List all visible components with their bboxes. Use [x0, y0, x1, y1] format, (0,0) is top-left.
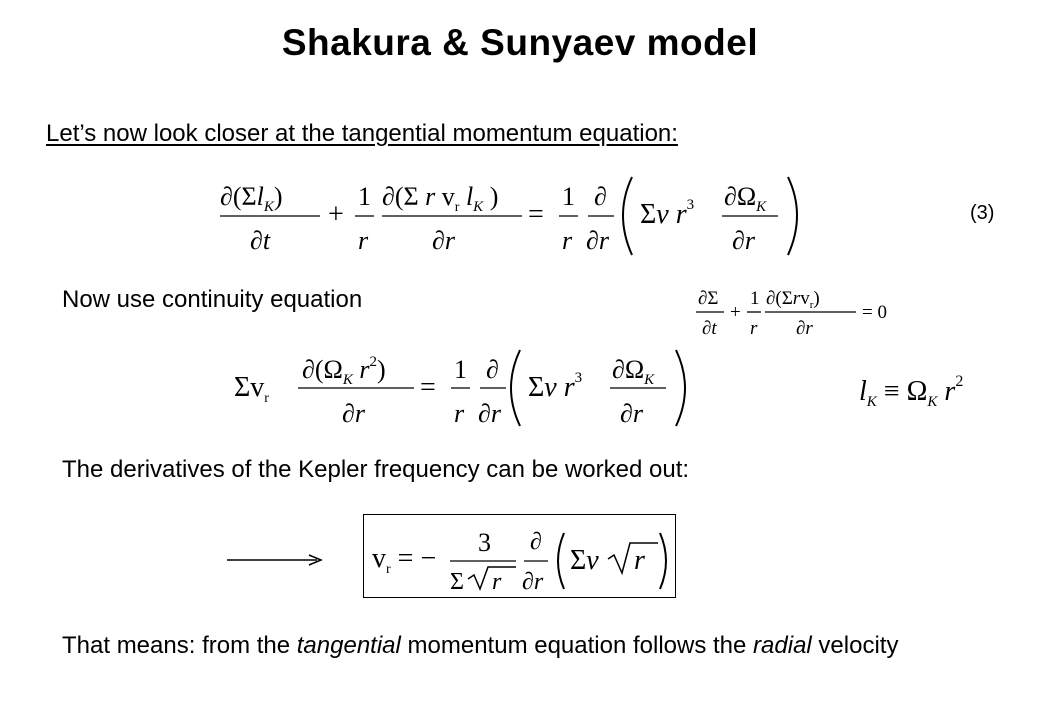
- svg-text:∂(ΣlK): $\partial(\Sigma l_K)$: [220, 182, 283, 215]
- svg-text:=: =: [528, 199, 544, 230]
- svg-text:∂(ΩK r2): $\partial(\Omega_K$ $r^2$): [302, 354, 386, 388]
- svg-text:∂r: ∂r: [342, 399, 365, 428]
- tangential-word: tangential: [296, 632, 401, 659]
- conclusion-text: [62, 628, 1002, 664]
- svg-text:+: +: [328, 199, 344, 230]
- svg-text:∂ΩK: $\partial\Omega_K$: [724, 182, 767, 215]
- svg-text:=: =: [420, 372, 436, 403]
- implies-arrow: [225, 550, 325, 570]
- svg-text:∂(Σ r vr lK ): ∂(Σ r $v_r$ $l_K$ ): [382, 182, 499, 215]
- svg-text:∂: ∂: [594, 182, 607, 211]
- continuity-label: Now use continuity equation: [62, 286, 363, 313]
- conclusion-part3: velocity: [811, 632, 899, 659]
- svg-text:∂r: ∂r: [586, 226, 609, 255]
- svg-text:∂Σ: ∂Σ: [698, 288, 719, 309]
- svg-text:∂r: ∂r: [432, 226, 455, 255]
- svg-text:∂(Σrvr): ∂(Σrv$_r$): [766, 288, 820, 311]
- slide-title: Shakura & Sunyaev model: [281, 22, 759, 63]
- svg-text:∂r: ∂r: [522, 569, 544, 595]
- radial-velocity-equation: [366, 517, 674, 595]
- svg-text:∂: ∂: [486, 355, 499, 384]
- momentum-equation-simplified: [230, 342, 700, 434]
- svg-text:Σ: Σ: [450, 569, 464, 595]
- svg-text:Σvr: $\Sigma v_r$: [234, 372, 269, 406]
- svg-text:∂ΩK: $\partial\Omega_K$: [612, 355, 655, 388]
- svg-text:∂r: ∂r: [478, 399, 501, 428]
- svg-text:∂r: ∂r: [796, 318, 813, 339]
- conclusion-part2: momentum equation follows the: [400, 632, 754, 659]
- svg-text:Σν: Σν: [570, 545, 599, 576]
- svg-text:= 0: = 0: [862, 302, 887, 323]
- svg-text:∂t: ∂t: [250, 226, 271, 255]
- svg-text:∂r: ∂r: [620, 399, 643, 428]
- conclusion-part1: That means: from the: [62, 632, 297, 659]
- radial-word: radial: [753, 632, 812, 659]
- intro-text: Let’s now look closer at the tangential momentum equation:: [46, 120, 678, 147]
- svg-text:1: 1: [358, 182, 371, 211]
- svg-text:1: 1: [562, 182, 575, 211]
- svg-text:3: 3: [478, 528, 491, 557]
- svg-text:r: r: [358, 226, 369, 255]
- equation-number: (3): [970, 202, 995, 224]
- svg-text:r: r: [492, 569, 502, 595]
- continuity-equation: [690, 282, 920, 344]
- svg-text:Σν r3: Σν $r^3$: [640, 197, 695, 230]
- svg-text:r: r: [454, 399, 465, 428]
- kepler-angular-momentum-definition: [855, 368, 1015, 414]
- svg-text:r: r: [562, 226, 573, 255]
- svg-text:Σν r3: Σν $r^3$: [528, 370, 583, 403]
- svg-text:r: r: [750, 318, 758, 339]
- svg-text:∂t: ∂t: [702, 318, 717, 339]
- svg-text:∂: ∂: [530, 529, 542, 555]
- svg-text:vr = −: $v_r$ = −: [372, 543, 437, 577]
- svg-text:lK ≡ ΩK r2: $l_K \equiv \Omega_K$ $r^2$: [859, 373, 964, 410]
- svg-text:r: r: [634, 545, 645, 576]
- tangential-momentum-equation: [210, 165, 830, 265]
- svg-text:+: +: [730, 302, 741, 323]
- svg-text:∂r: ∂r: [732, 226, 755, 255]
- svg-text:1: 1: [750, 288, 760, 309]
- svg-text:1: 1: [454, 355, 467, 384]
- kepler-label: The derivatives of the Kepler frequency can be worked out:: [62, 456, 690, 483]
